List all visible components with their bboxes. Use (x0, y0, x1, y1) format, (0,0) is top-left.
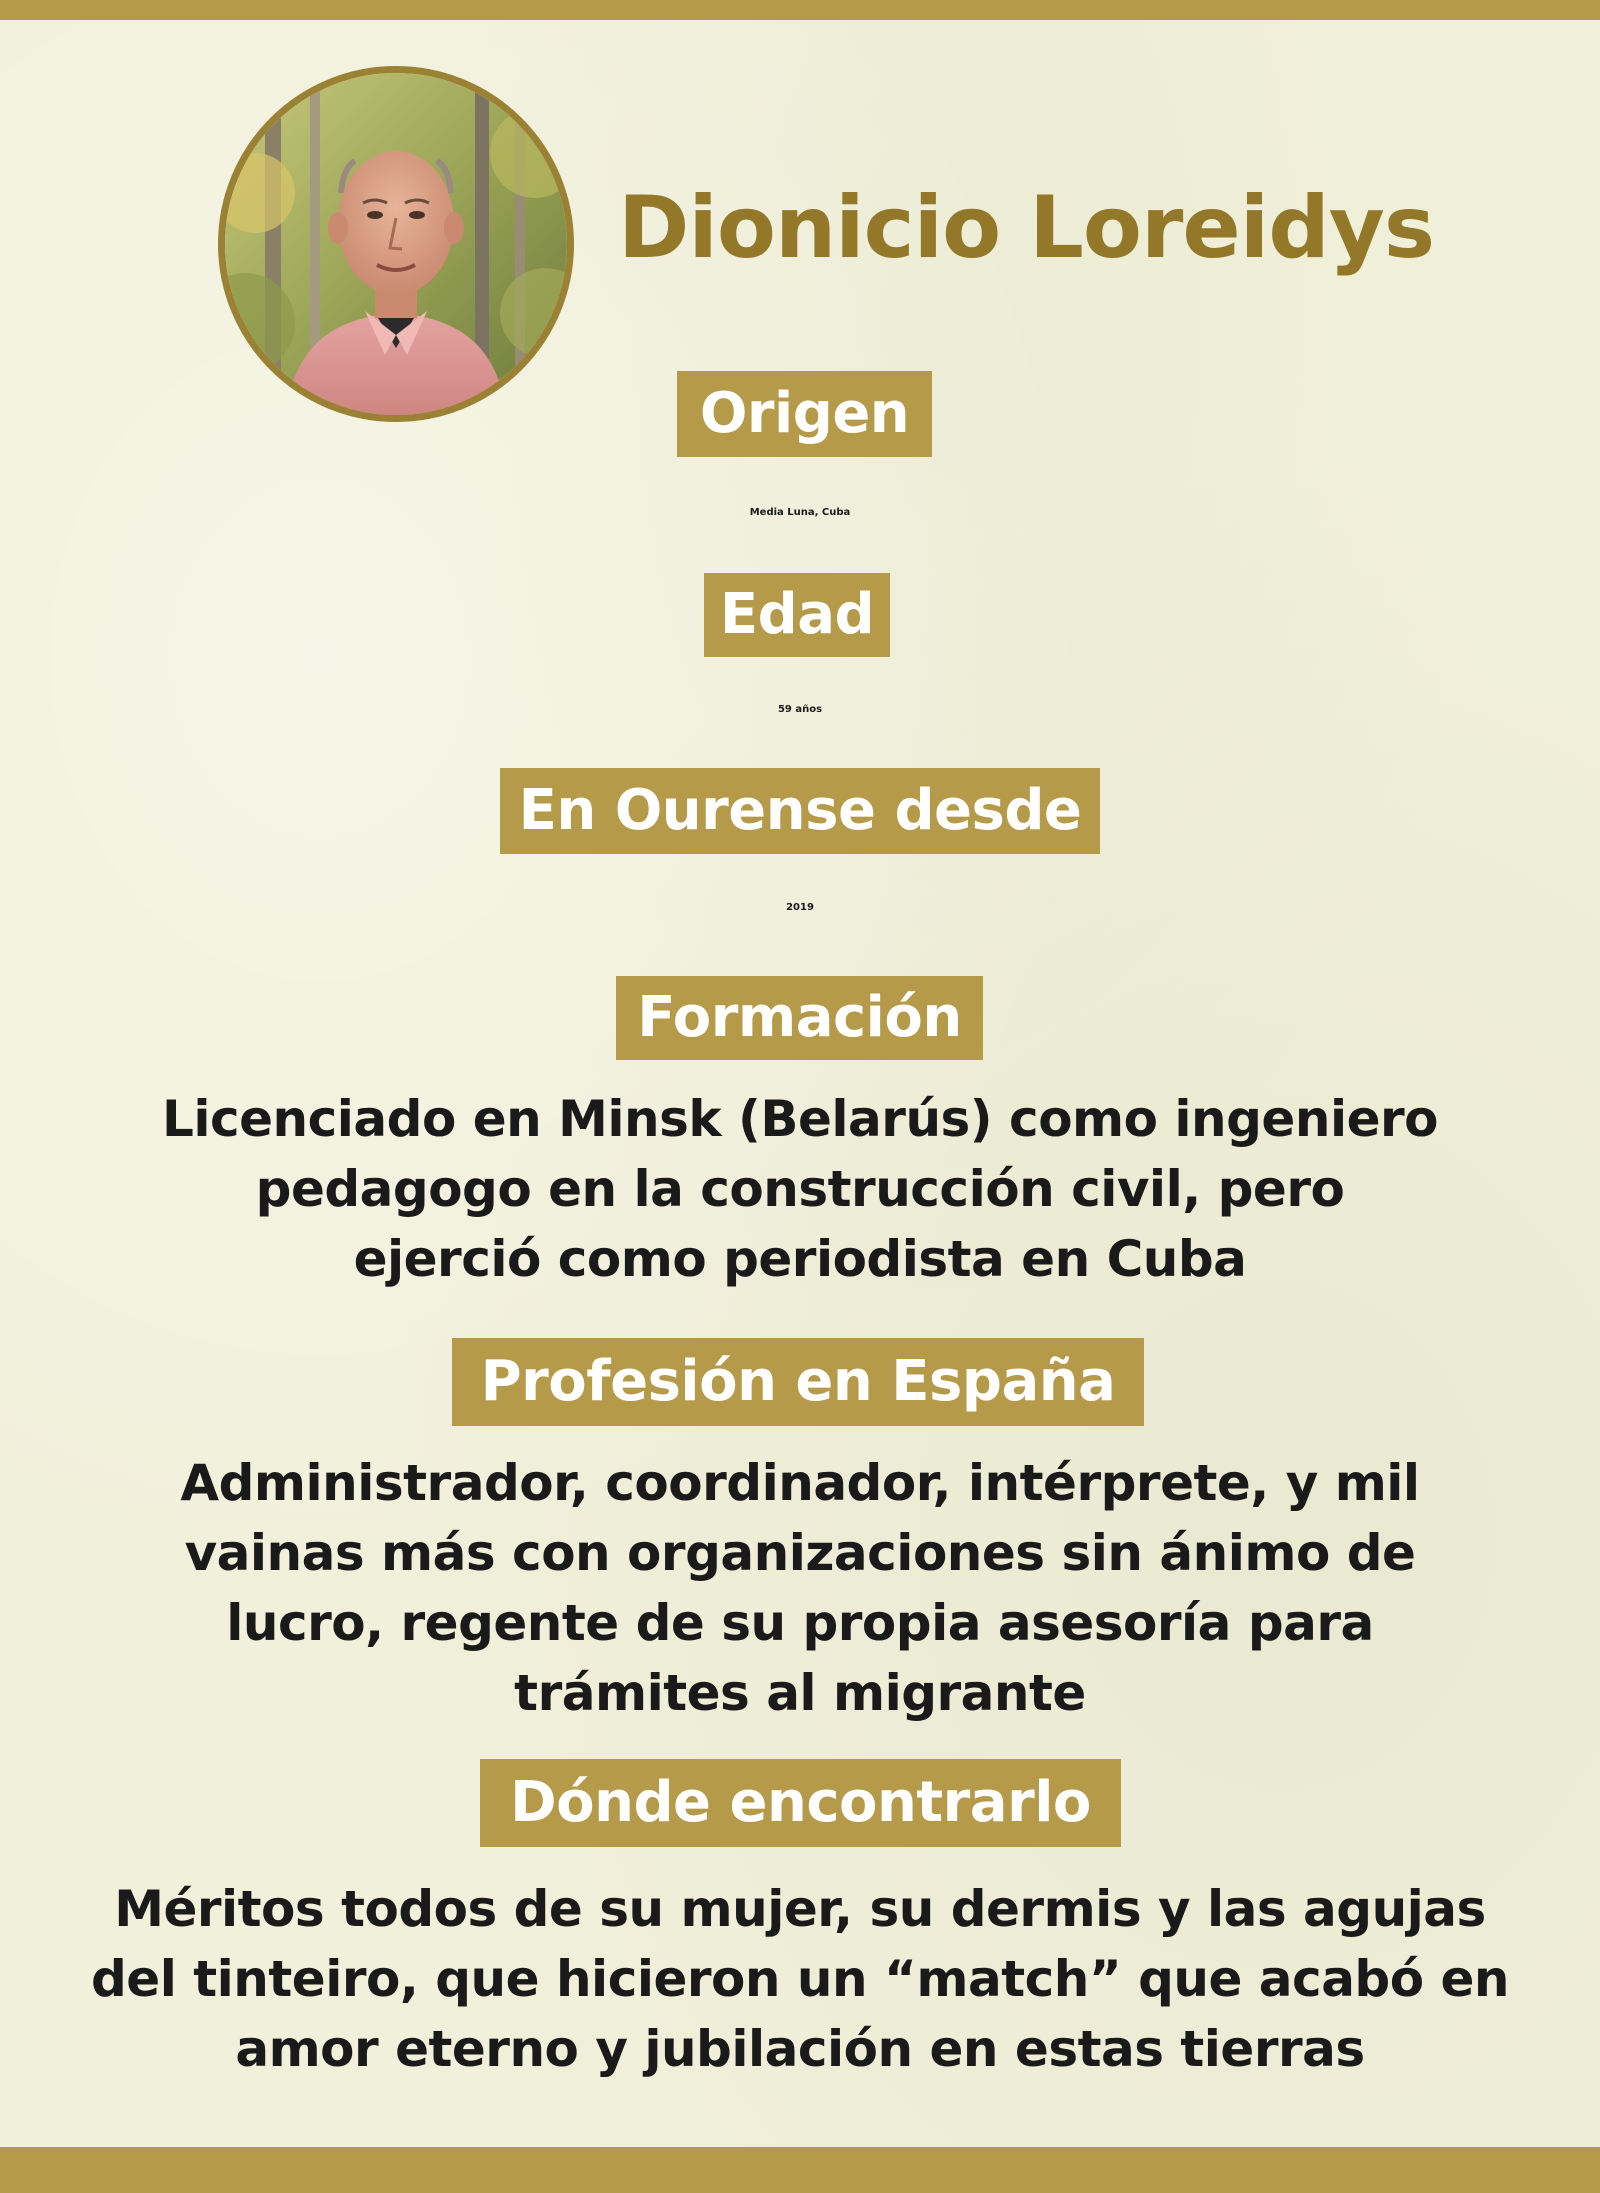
ourense-since-label: En Ourense desde (500, 768, 1100, 854)
where-line: amor eterno y jubilación en estas tierras (235, 2020, 1365, 2078)
education-label: Formación (616, 976, 983, 1060)
where-line: del tinteiro, que hicieron un “match” que acabó en (91, 1950, 1509, 2008)
education-text (40, 1084, 1560, 1294)
profession-line: vainas más con organizaciones sin ánimo de (184, 1524, 1416, 1582)
where-text (40, 1874, 1560, 2084)
portrait-photo-icon (225, 73, 567, 415)
profession-text (40, 1448, 1560, 1728)
education-line: ejerció como periodista en Cuba (353, 1230, 1247, 1288)
avatar (218, 66, 574, 422)
age-label: Edad (704, 573, 890, 657)
origin-value: Media Luna, Cuba (749, 507, 851, 518)
education-line: Licenciado en Minsk (Belarús) como ingeniero (162, 1090, 1438, 1148)
profession-label: Profesión en España (452, 1338, 1144, 1426)
education-line: pedagogo en la construcción civil, pero (255, 1160, 1345, 1218)
age-value: 59 años (777, 704, 823, 715)
where-line: Méritos todos de su mujer, su dermis y las agujas (114, 1880, 1486, 1938)
top-accent-bar (0, 0, 1600, 20)
person-name: Dionicio Loreidys (618, 178, 1435, 278)
ourense-since-value: 2019 (786, 902, 814, 913)
profession-line: lucro, regente de su propia asesoría para (226, 1594, 1374, 1652)
profession-line: Administrador, coordinador, intérprete, y mil (180, 1454, 1420, 1512)
where-label: Dónde encontrarlo (480, 1759, 1121, 1847)
origin-label: Origen (677, 371, 932, 457)
bottom-accent-bar (0, 2147, 1600, 2193)
profession-line: trámites al migrante (514, 1664, 1086, 1722)
